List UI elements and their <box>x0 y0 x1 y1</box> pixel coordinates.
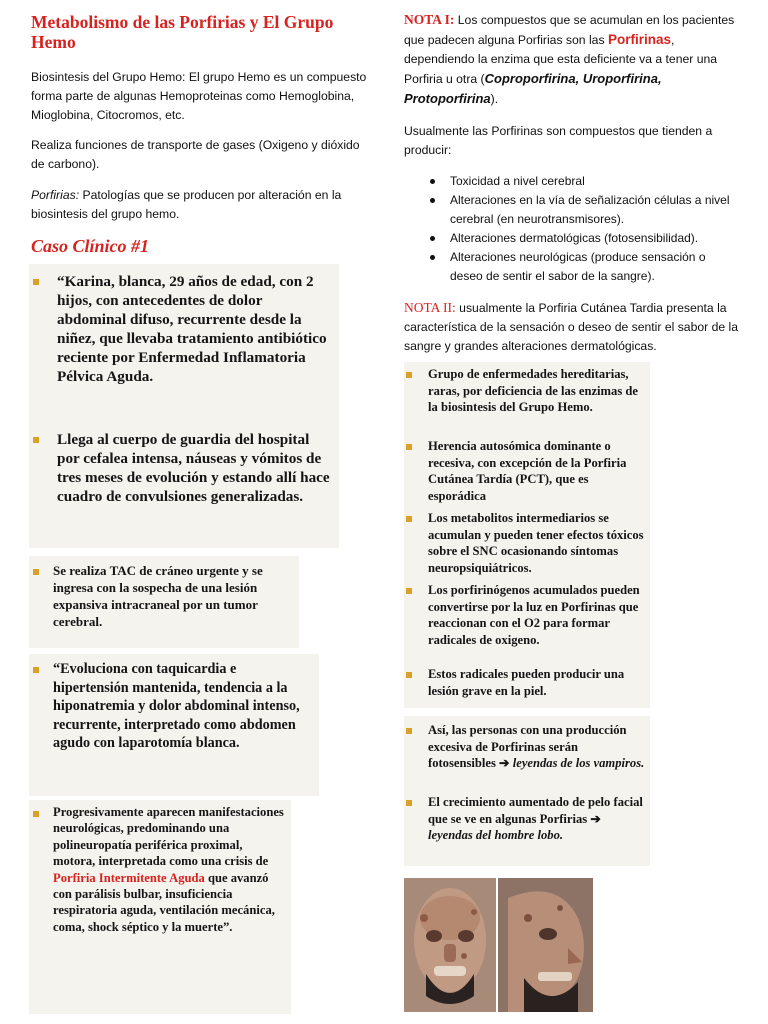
bullet-square-icon <box>33 667 39 673</box>
case-slide-4 <box>29 800 291 1014</box>
case-slide-3 <box>29 654 319 796</box>
list-item: Estos radicales pueden producir una lesión grave en la piel. <box>406 666 648 699</box>
bullet-square-icon <box>33 437 39 443</box>
bullet-square-icon <box>33 811 39 817</box>
list-item: El crecimiento aumentado de pelo facial que se ve en algunas Porfirias ➔ leyendas del hombre lobo. <box>406 794 648 844</box>
arrow-right-icon: ➔ <box>590 811 601 826</box>
list-item: Alteraciones neurológicas (produce sensación o deseo de sentir el sabor de la sangre). <box>428 248 740 286</box>
list-item: Llega al cuerpo de guardia del hospital por cefalea intensa, náuseas y vómitos de tres meses de evolución y estando allí hace cuadro de convulsiones generalizadas. <box>33 430 333 506</box>
nota-2-label: NOTA II: <box>404 300 456 315</box>
patient-face-side-image <box>498 878 593 1012</box>
case-slide-2 <box>29 556 299 648</box>
list-item: Alteraciones en la vía de señalización células a nivel cerebral (en neurotransmisores). <box>428 191 740 229</box>
nota-1: NOTA I: Los compuestos que se acumulan en los pacientes que padecen alguna Porfirias son las Porfirinas, dependiendo la enzima que esta deficiente va a tener una Porfiria u otra (Coproporfirina, Uroporfirina, Protoporfirina). <box>404 12 735 106</box>
bullet-square-icon <box>33 279 39 285</box>
patient-face-front-image <box>404 878 496 1012</box>
list-item: “Karina, blanca, 29 años de edad, con 2 hijos, con antecedentes de dolor abdominal difuso, recurrente desde la niñez, que llevaba tratamiento antibiótico reciente por Enfermedad Inflamatoria Pélvica Aguda. <box>33 272 333 386</box>
list-item: Así, las personas con una producción excesiva de Porfirinas serán fotosensibles ➔ leyendas de los vampiros. <box>406 722 648 772</box>
patient-photo-side <box>498 878 593 1012</box>
list-item: Toxicidad a nivel cerebral <box>428 172 740 191</box>
list-item: Herencia autosómica dominante o recesiva, con excepción de la Porfiria Cutánea Tardía (PCT), que es esporádica <box>406 438 648 504</box>
nota-1-label: NOTA I: <box>404 12 455 27</box>
bullet-square-icon <box>406 728 412 734</box>
porfirias-label: Porfirias: <box>31 188 80 202</box>
intro-paragraph: Biosintesis del Grupo Hemo: El grupo Hemo es un compuesto forma parte de algunas Hemoproteinas como Hemoglobina, Mioglobina, Citocromos, etc. <box>31 70 367 122</box>
patient-photo-front <box>404 878 496 1012</box>
transport-paragraph: Realiza funciones de transporte de gases (Oxigeno y dióxido de carbono). <box>31 138 360 171</box>
porfirias-definition <box>31 186 376 224</box>
bullet-square-icon <box>406 672 412 678</box>
case-slide-1 <box>29 264 339 548</box>
list-item: Progresivamente aparecen manifestaciones neurológicas, predominando una polineuropatía periférica proximal, motora, interpretada como una crisis de Porfiria Intermitente Aguda que avanzó con parálisis bulbar, insuficiencia respiratoria aguda, ventilación mecánica, coma, shock séptico y la muerte”. <box>33 804 287 935</box>
info-slide-a <box>404 362 650 708</box>
bullet-square-icon <box>406 516 412 522</box>
bullet-square-icon <box>406 372 412 378</box>
porfirinas-highlight: Porfirinas <box>607 32 671 47</box>
nota-2: NOTA II: usualmente la Porfiria Cutánea Tardia presenta la característica de la sensación o deseo de sentir el sabor de la sangre y grandes alteraciones dermatológicas. <box>404 300 738 353</box>
bullet-square-icon <box>406 444 412 450</box>
case-title: Caso Clínico #1 <box>31 236 150 256</box>
disease-highlight: Porfiria Intermitente Aguda <box>53 870 205 885</box>
info-slide-b <box>404 716 650 866</box>
list-item: Los porfirinógenos acumulados pueden convertirse por la luz en Porfirinas que reaccionan con el O2 para formar radicales de oxigeno. <box>406 582 648 648</box>
bullet-square-icon <box>406 800 412 806</box>
porfirias-text: Patologías que se producen por alteración en la biosintesis del grupo hemo. <box>31 188 342 221</box>
usual-paragraph: Usualmente las Porfirinas son compuestos que tienden a producir: <box>404 124 713 157</box>
page-title: Metabolismo de las Porfirias y El Grupo Hemo <box>31 12 334 52</box>
list-item: Se realiza TAC de cráneo urgente y se ingresa con la sospecha de una lesión expansiva intracraneal por un tumor cerebral. <box>33 562 295 630</box>
list-item: Grupo de enfermedades hereditarias, raras, por deficiencia de las enzimas de la biosintesis del Grupo Hemo. <box>406 366 648 416</box>
arrow-right-icon: ➔ <box>499 756 510 770</box>
bullet-square-icon <box>406 588 412 594</box>
list-item: Los metabolitos intermediarios se acumulan y pueden tener efectos tóxicos sobre el SNC ocasionando síntomas neuropsiquiátricos. <box>406 510 648 576</box>
bullet-square-icon <box>33 569 39 575</box>
list-item: “Evoluciona con taquicardia e hipertensión mantenida, tendencia a la hiponatremia y dolor abdominal intenso, recurrente, interpretado como abdomen agudo con laparotomía blanca. <box>33 660 315 753</box>
effects-list <box>428 172 740 286</box>
list-item: Alteraciones dermatológicas (fotosensibilidad). <box>428 229 740 248</box>
